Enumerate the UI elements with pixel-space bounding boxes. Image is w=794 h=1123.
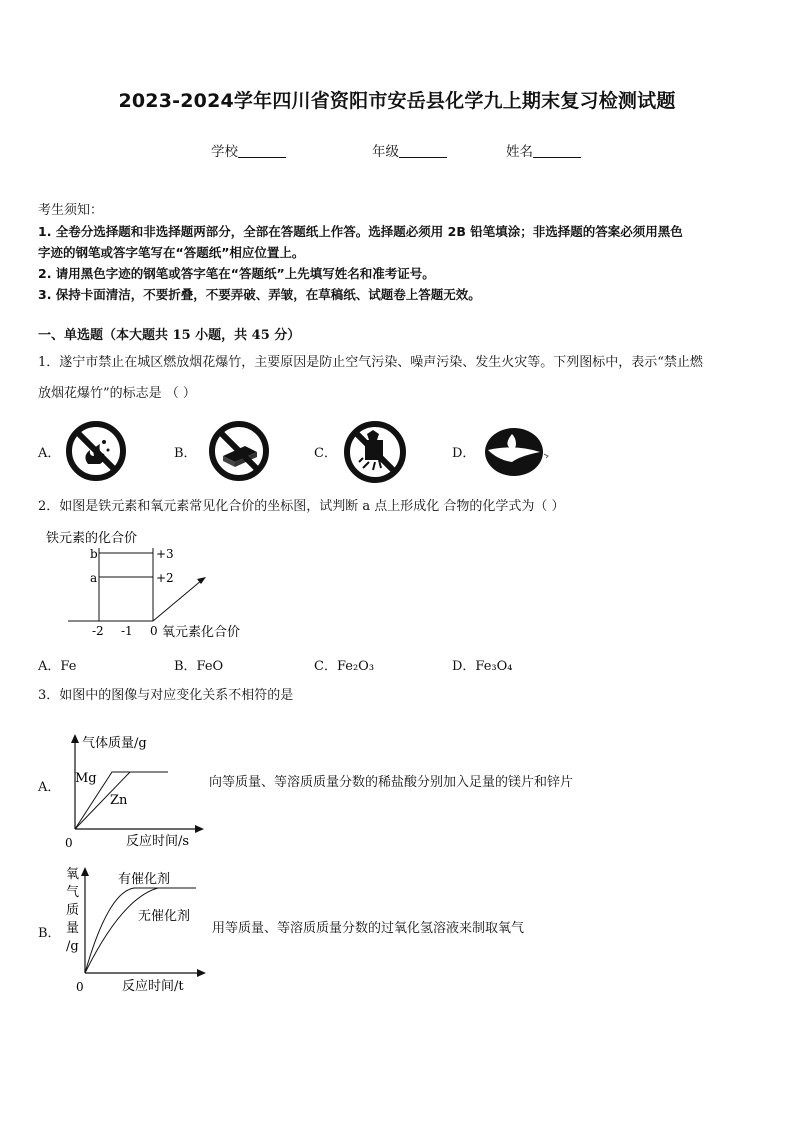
q2-option-b[interactable]: B．FeO — [174, 659, 224, 674]
name-label: 姓名 — [506, 144, 533, 160]
q3-a-series-zn: Zn — [110, 793, 128, 808]
q2-plus3: +3 — [156, 547, 174, 561]
q1-option-b-label: B． — [174, 446, 197, 461]
q3-option-a-label: A． — [38, 780, 61, 795]
page-title: 2023-2024学年四川省资阳市安岳县化学九上期末复习检测试题 — [118, 90, 676, 112]
q1-option-d-label: D． — [452, 446, 476, 461]
q2-x-minus2: -2 — [92, 624, 104, 638]
q2-plus2: +2 — [156, 571, 174, 585]
name-blank[interactable] — [533, 143, 581, 158]
notice-item-3: 3. 保持卡面清洁，不要折叠，不要弄破、弄皱，在草稿纸、试题卷上答题无效。 — [38, 287, 481, 302]
no-fireworks-icon[interactable] — [64, 420, 128, 482]
q2-ylabel: 铁元素的化合价 — [46, 531, 138, 546]
q2-option-a[interactable]: A．Fe — [38, 659, 77, 674]
q3-b-xlabel: 反应时间/t — [122, 979, 184, 994]
q1-stem-line1: 1．遂宁市禁止在城区燃放烟花爆竹，主要原因是防止空气污染、噪声污染、发生火灾等。下列图标中，表示“禁止燃 — [38, 355, 703, 370]
q2-point-b: b — [90, 547, 98, 561]
q3-a-series-mg: Mg — [75, 771, 97, 786]
grade-field — [372, 140, 447, 160]
notice-heading: 考生须知： — [38, 203, 104, 218]
q3-b-ylabel-char-1: 氧 — [66, 867, 80, 882]
q2-option-c[interactable]: C．Fe₂O₃ — [314, 659, 375, 674]
q3-a-xlabel: 反应时间/s — [126, 834, 190, 849]
q3-a-origin: 0 — [65, 836, 73, 850]
notice-item-1a: 1. 全卷分选择题和非选择题两部分，全部在答题纸上作答。选择题必须用 2B 铅笔填涂；非选择题的答案必须用黑色 — [38, 224, 683, 239]
q2-point-a: a — [90, 571, 98, 585]
name-field — [506, 140, 581, 160]
q1-option-a-label: A． — [38, 446, 61, 461]
q3-b-origin: 0 — [76, 980, 84, 994]
q3-option-b-label: B． — [38, 926, 61, 941]
school-field — [211, 140, 286, 160]
q3-b-graph — [60, 860, 210, 996]
school-label: 学校 — [211, 144, 238, 160]
grade-label: 年级 — [372, 144, 399, 160]
q3-b-series-catalyst: 有催化剂 — [118, 872, 171, 887]
q1-stem-line2: 放烟花爆竹”的标志是 （ ） — [38, 386, 196, 401]
q2-option-d[interactable]: D．Fe₃O₄ — [452, 659, 513, 674]
q2-stem: 2．如图是铁元素和氧元素常见化合价的坐标图，试判断 a 点上形成化 合物的化学式为（ ） — [38, 499, 565, 514]
q3-b-series-no-catalyst: 无催化剂 — [138, 909, 191, 924]
no-burning-icon[interactable] — [207, 420, 271, 482]
q3-stem: 3．如图中的图像与对应变化关系不相符的是 — [38, 688, 294, 703]
q1-option-c-label: C． — [314, 446, 337, 461]
water-drop-icon[interactable] — [484, 426, 554, 478]
q2-valence-graph — [40, 520, 260, 645]
grade-blank[interactable] — [399, 143, 447, 158]
section-heading: 一、单选题（本大题共 15 小题，共 45 分） — [38, 328, 301, 343]
q3-b-ylabel-char-2: 气 — [66, 885, 80, 900]
notice-item-1b: 字迹的钢笔或答字笔写在“答题纸”相应位置上。 — [38, 245, 305, 260]
q3-b-ylabel-char-5: /g — [66, 939, 79, 954]
q2-x-origin: 0 — [150, 624, 158, 638]
q2-x-minus1: -1 — [121, 624, 133, 638]
no-firecracker-icon[interactable] — [341, 420, 409, 484]
q2-xlabel: 氧元素化合价 — [162, 625, 241, 640]
q3-b-ylabel-char-4: 量 — [66, 921, 80, 936]
q3-b-description: 用等质量、等溶质质量分数的过氧化氢溶液来制取氧气 — [212, 921, 525, 936]
q3-a-graph — [60, 728, 210, 852]
q3-a-ylabel: 气体质量/g — [82, 736, 147, 751]
q3-a-description: 向等质量、等溶质质量分数的稀盐酸分别加入足量的镁片和锌片 — [209, 775, 574, 790]
school-blank[interactable] — [238, 143, 286, 158]
notice-item-2: 2. 请用黑色字迹的钢笔或答字笔在“答题纸”上先填写姓名和准考证号。 — [38, 266, 435, 281]
q3-b-ylabel-char-3: 质 — [66, 903, 80, 918]
